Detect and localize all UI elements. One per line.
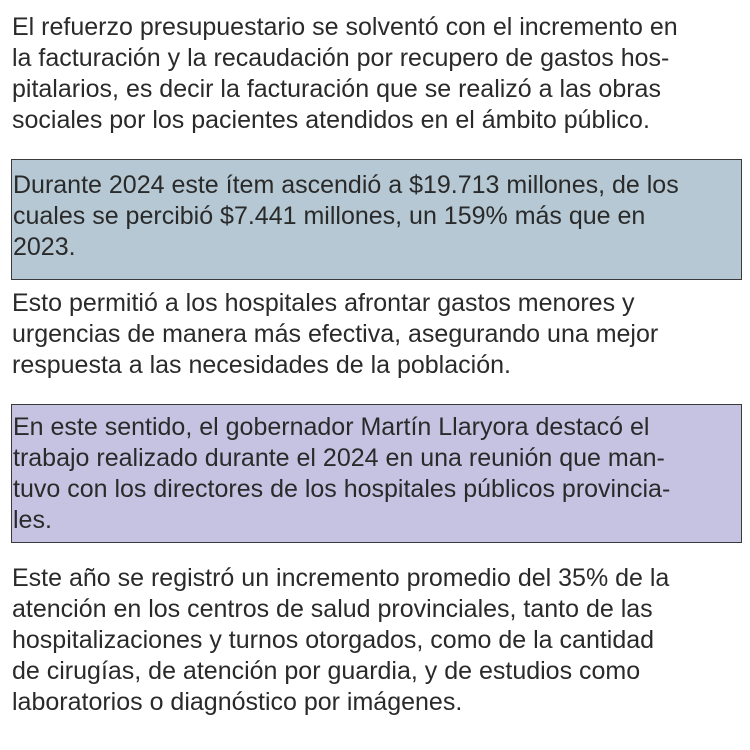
text-line: Esto permitió a los hospitales afrontar gastos menores y bbox=[12, 289, 635, 317]
paragraph-revenue-2024 bbox=[13, 170, 739, 263]
paragraph-governor-meeting bbox=[13, 412, 739, 536]
text-line: El refuerzo presupuestario se solventó con el incremento en bbox=[12, 13, 678, 41]
text-line: la facturación y la recaudación por recupero de gastos hos- bbox=[12, 44, 670, 72]
text-line: hospitalizaciones y turnos otorgados, como de la cantidad bbox=[12, 626, 655, 654]
text-line: 2023. bbox=[13, 233, 76, 261]
text-line: Este año se registró un incremento promedio del 35% de la bbox=[12, 564, 670, 592]
text-line: urgencias de manera más efectiva, asegurando una mejor bbox=[12, 320, 659, 348]
text-line: sociales por los pacientes atendidos en el ámbito público. bbox=[12, 106, 650, 134]
highlight-box-revenue bbox=[11, 159, 742, 280]
text-line: tuvo con los directores de los hospitales públicos provincia- bbox=[13, 475, 671, 503]
text-line: pitalarios, es decir la facturación que se realizó a las obras bbox=[12, 75, 661, 103]
text-line: de cirugías, de atención por guardia, y de estudios como bbox=[12, 657, 641, 685]
text-line: cuales se percibió $7.441 millones, un 159% más que en bbox=[13, 202, 646, 230]
paragraph-health-attention-increase bbox=[12, 563, 738, 718]
text-line: Durante 2024 este ítem ascendió a $19.713 millones, de los bbox=[13, 171, 679, 199]
highlight-box-governor bbox=[11, 404, 742, 543]
text-line: laboratorios o diagnóstico por imágenes. bbox=[12, 688, 463, 716]
text-line: trabajo realizado durante el 2024 en una reunión que man- bbox=[13, 444, 665, 472]
text-line: atención en los centros de salud provinciales, tanto de las bbox=[12, 595, 653, 623]
paragraph-hospital-expenses bbox=[12, 288, 738, 381]
paragraph-budget-reinforcement bbox=[12, 12, 738, 136]
text-line: les. bbox=[13, 506, 52, 534]
text-line: respuesta a las necesidades de la población. bbox=[12, 351, 511, 379]
text-line: En este sentido, el gobernador Martín Llaryora destacó el bbox=[13, 413, 650, 441]
